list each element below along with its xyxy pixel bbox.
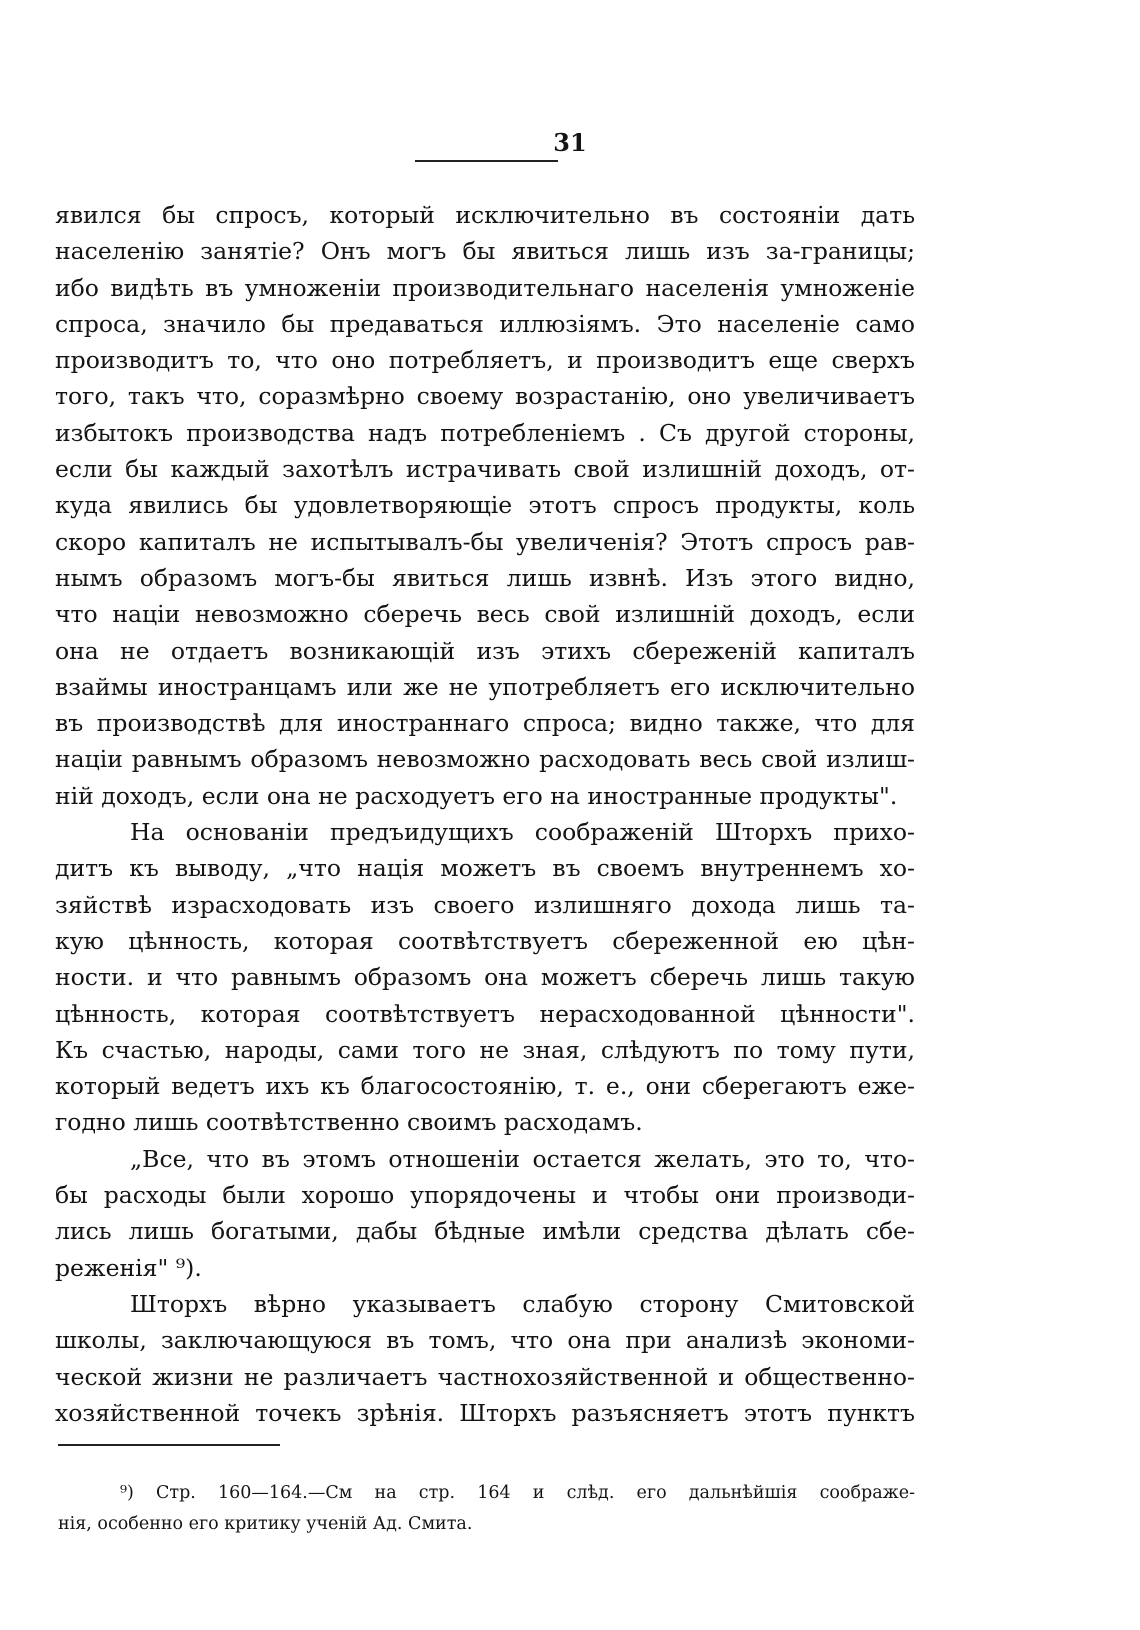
text-line: націи равнымъ образомъ невозможно расходовать весь свой излиш- [55,745,915,774]
header-rule [415,160,558,162]
text-line: Къ счастью, народы, сами того не зная, слѣдуютъ по тому пути, [55,1035,915,1064]
text-line: скоро капиталъ не испытывалъ-бы увеличенія? Этотъ спросъ рав- [55,527,915,556]
text-line: куда явились бы удовлетворяющіе этотъ спросъ продукты, коль [55,491,915,520]
text-line: бы расходы были хорошо упорядочены и чтобы они производи- [55,1181,915,1210]
paragraph-end-line: годно лишь соотвѣтственно своимъ расходамъ. [55,1108,643,1137]
text-line: зяйствѣ израсходовать изъ своего излишняго дохода лишь та- [55,890,915,919]
text-line: цѣнность, которая соотвѣтствуетъ нерасходованной цѣнности". [55,999,915,1028]
text-line: дитъ къ выводу, „что нація можетъ въ своемъ внутреннемъ хо- [55,854,915,883]
text-line: спроса, значило бы предаваться иллюзіямъ. Это населеніе само [55,309,915,338]
text-line: населенію занятіе? Онъ могъ бы явиться лишь изъ за-границы; [55,237,915,266]
text-line: избытокъ производства надъ потребленіемъ . Съ другой стороны, [55,418,915,447]
text-line: производитъ то, что оно потребляетъ, и производитъ еще сверхъ [55,346,915,375]
text-line: кую цѣнность, которая соотвѣтствуетъ сбереженной ею цѣн- [55,926,915,955]
text-line: ности. и что равнымъ образомъ она можетъ сберечь лишь такую [55,963,915,992]
text-line: явился бы спросъ, который исключительно въ состояніи дать [55,201,915,229]
paragraph-start-line: „Все, что въ этомъ отношеніи остается желать, это то, что- [130,1144,915,1173]
footnote-rule [58,1444,280,1446]
footnote-line: ⁹) Стр. 160—164.—См на стр. 164 и слѣд. его дальнѣйшія соображе- [120,1483,915,1503]
body-text [55,197,915,1431]
text-line: ческой жизни не различаетъ частнохозяйственной и общественно- [55,1362,915,1391]
page-number: 31 [553,128,587,157]
text-line: взаймы иностранцамъ или же не употребляетъ его исключительно [55,672,915,701]
text-line: который ведетъ ихъ къ благосостоянію, т. е., они сберегаютъ еже- [55,1072,915,1101]
text-line: хозяйственной точекъ зрѣнія. Шторхъ разъясняетъ этотъ пунктъ [55,1398,915,1427]
paragraph-end-line: ній доходъ, если она не расходуетъ его на иностранные продукты". [55,781,898,810]
footnotes [58,1478,915,1540]
text-line: нымъ образомъ могъ-бы явиться лишь извнѣ. Изъ этого видно, [55,563,915,592]
text-line: ибо видѣть въ умноженіи производительнаго населенія умноженіе [55,273,915,302]
text-line: школы, заключающуюся въ томъ, что она при анализѣ экономи- [55,1326,915,1355]
text-line: что націи невозможно сберечь весь свой излишній доходъ, если [55,600,915,629]
text-line: въ производствѣ для иностраннаго спроса; видно также, что для [55,709,915,738]
footnote-line: нія, особенно его критику ученій Ад. Смита. [58,1514,473,1534]
paragraph-start-line: Шторхъ вѣрно указываетъ слабую сторону Смитовской [130,1289,915,1318]
text-line: если бы каждый захотѣлъ истрачивать свой излишній доходъ, от- [55,455,915,484]
text-line: того, такъ что, соразмѣрно своему возрастанію, оно увеличиваетъ [55,382,915,411]
text-line: лись лишь богатыми, дабы бѣдные имѣли средства дѣлать сбе- [55,1217,915,1246]
text-line: она не отдаетъ возникающій изъ этихъ сбереженій капиталъ [55,636,915,665]
paragraph-end-line: реженія" ⁹). [55,1253,202,1282]
paragraph-start-line: На основаніи предъидущихъ соображеній Шторхъ прихо- [130,818,915,847]
